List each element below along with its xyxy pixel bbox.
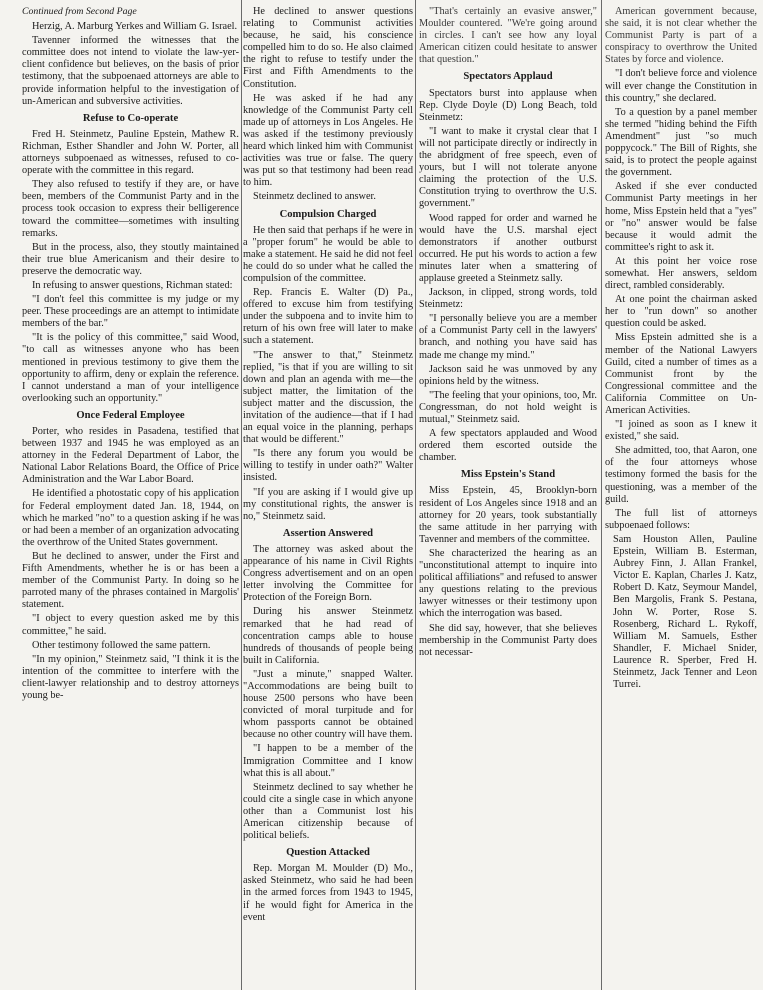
paragraph: "That's certainly an evasive answer," Moulder countered. "We're going around in circles. I can't see how any loyal American citizen could hesitate to answer that question."	[419, 6, 597, 66]
paragraph: During his answer Steinmetz remarked that he had read of concentration camps able to house hundreds of thousands of people being built in California.	[243, 606, 413, 666]
paragraph: "In my opinion," Steinmetz said, "I think it is the intention of the committee to interfere with the client-lawyer relationship and to destroy attorneys young be-	[22, 653, 239, 701]
article-column-1	[22, 6, 239, 990]
paragraph: Wood rapped for order and warned he would have the U.S. marshal eject demonstrators if another outburst occurred. He put his words to action a few minutes later when a smattering of applause greeted a Steinmetz sally.	[419, 212, 597, 284]
paragraph: A few spectators applauded and Wood ordered them escorted outside the chamber.	[419, 428, 597, 464]
paragraph: "I personally believe you are a member of a Communist Party cell in the lawyers' branch, and nothing you have said has made me change my mind."	[419, 313, 597, 361]
paragraph: "I don't feel this committee is my judge or my peer. These proceedings are an attempt to intimidate members of the bar."	[22, 294, 239, 330]
column-rule	[601, 0, 602, 990]
paragraph: Miss Epstein, 45, Brooklyn-born resident of Los Angeles since 1918 and an attorney for 20 years, took substantially the same attitude in her parrying with Tavenner and members of the committee.	[419, 485, 597, 545]
paragraph: He declined to answer questions relating to Communist activities because, he said, his conscience compelled him to do so. He also claimed the right to refuse to testify under the First and Fifth Amendments to the Constitution.	[243, 6, 413, 90]
paragraph: She admitted, too, that Aaron, one of the four attorneys whose testimony formed the basis for the questioning, was a member of the guild.	[605, 445, 757, 505]
subheading: Once Federal Employee	[76, 409, 185, 421]
paragraph: To a question by a panel member she termed "hiding behind the Fifth Amendment" just "so much poppycock." The Bill of Rights, she said, is to protect the people against the government.	[605, 106, 757, 179]
paragraph: At one point the chairman asked her to "run down" so another question could be asked.	[605, 294, 757, 330]
paragraph: He was asked if he had any knowledge of the Communist Party cell made up of attorneys in Los Angeles. He was asked if the testimony previously heard which linked him with Communist activities was true or false. The query was put so that testimony had been read to him.	[243, 92, 413, 189]
paragraph: He then said that perhaps if he were in a "proper forum" he would be able to make a statement. He said he did not feel he could do so under what he called the compulsion of the committee.	[243, 224, 413, 284]
subheading: Miss Epstein's Stand	[460, 469, 556, 481]
paragraph: Fred H. Steinmetz, Pauline Epstein, Mathew R. Richman, Esther Shandler and John W. Porter, all attorneys subpoenaed as witnesses, refused to co-operate with the committee in this regard.	[22, 128, 239, 177]
subheading: Refuse to Co-operate	[82, 112, 179, 124]
paragraph: The attorney was asked about the appearance of his name in Civil Rights Congress advertisement and on an open letter involving the Committee for Protection of the Foreign Born.	[243, 543, 413, 604]
paragraph: Porter, who resides in Pasadena, testified that between 1937 and 1945 he was employed as an attorney in the Federal Department of Labor, the National Labor Relations Board, the Office of Price Administration and the War Labor Board.	[22, 426, 239, 486]
paragraph: She characterized the hearing as an "unconstitutional attempt to inquire into political affiliations" and refused to answer any questions relating to the previous lawyer witnesses or their testimony upon which the interrogation was based.	[419, 547, 597, 620]
paragraph: But he declined to answer, under the First and Fifth Amendments, whether he is or has been a member of the Communist Party. In doing so he parroted many of the phrases contained in Margolis' statement.	[22, 550, 239, 611]
attorney-list: Sam Houston Allen, Pauline Epstein, William B. Esterman, Aubrey Finn, J. Allan Frankel, Victor E. Kaplan, Charles J. Katz, Robert D. Katz, Seymour Mandel, Ben Margolis, Frank S. Pestana, John W. Porter, Rose S. Rosenberg, Richard L. Rykoff, William M. Samuels, Esther Shandler, F. Michael Snider, Laurence R. Sperber, Fred H. Steinmetz, Jack Tenner and Leon Turrei.	[613, 533, 757, 691]
article-column-2	[243, 6, 413, 990]
column-rule	[241, 0, 242, 990]
paragraph: "Is there any forum you would be willing to testify in under oath?" Walter insisted.	[243, 448, 413, 484]
paragraph: "I object to every question asked me by this committee," he said.	[22, 613, 239, 637]
paragraph: Steinmetz declined to answer.	[253, 191, 376, 203]
paragraph: Rep. Francis E. Walter (D) Pa., offered to excuse him from testifying under the subpoena and to invite him to return of his own free will later to make such a statement.	[243, 287, 413, 347]
paragraph: But in the process, also, they stoutly maintained their true blue Americanism and their desire to preserve the democratic way.	[22, 241, 239, 277]
column-rule	[415, 0, 416, 990]
paragraph: "The answer to that," Steinmetz replied, "is that if you are willing to sit down and plan an agenda with me—the subject matter, the limitation of the subject matter and the discussion, the invitation of the audience—that if I had an equal voice in the planning, perhaps that would be different."	[243, 349, 413, 446]
paragraph: "I want to make it crystal clear that I will not participate directly or indirectly in the abridgment of free speech, even of yours, but I will not tolerate anyone claiming the protection of the U.S. Constitution trying to overthrow the U.S. government."	[419, 125, 597, 210]
paragraph: Other testimony followed the same pattern.	[32, 639, 211, 651]
paragraph: "I joined as soon as I knew it existed," she said.	[605, 419, 757, 443]
paragraph: Steinmetz declined to say whether he could cite a single case in which anyone other than a Communist lost his American citizenship because of political beliefs.	[243, 781, 413, 842]
paragraph: "Just a minute," snapped Walter. "Accommodations are being built to house 2500 persons who have been convicted of moral turpitude and for whom passports cannot be obtained because no other country will have them.	[243, 668, 413, 741]
continuation-line: Continued from Second Page	[22, 6, 137, 17]
paragraph: At this point her voice rose somewhat. Her answers, seldom direct, rambled considerably.	[605, 255, 757, 292]
subheading: Assertion Answered	[282, 527, 374, 539]
paragraph: "It is the policy of this committee," said Wood, "to call as witnesses anyone who has been mentioned in previous testimony to give them the opportunity to affirm, deny or explain the reference. I cannot understand a man of your intelligence overlooking such an opportunity."	[22, 332, 239, 404]
paragraph: "If you are asking if I would give up my constitutional rights, the answer is no," Steinmetz said.	[243, 486, 413, 522]
paragraph: She did say, however, that she believes membership in the Communist Party does not necessar-	[419, 622, 597, 658]
paragraph: American government because, she said, it is not clear whether the Communist Party is part of a conspiracy to overthrow the United States by force and violence.	[605, 6, 757, 66]
paragraph: Jackson, in clipped, strong words, told Steinmetz:	[419, 287, 597, 311]
paragraph: Jackson said he was unmoved by any opinions held by the witness.	[419, 363, 597, 387]
article-column-4	[605, 6, 757, 990]
paragraph: Spectators burst into applause when Rep. Clyde Doyle (D) Long Beach, told Steinmetz:	[419, 87, 597, 123]
paragraph: "I happen to be a member of the Immigration Committee and I know what this is all about."	[243, 743, 413, 779]
paragraph: Miss Epstein admitted she is a member of the National Lawyers Guild, cited a number of times as a Communist front by the Congressional committee and the California Committee on Un-American Activities.	[605, 332, 757, 416]
article-column-3	[419, 6, 597, 990]
paragraph: "The feeling that your opinions, too, Mr. Congressman, do not hold weight is mutual," Steinmetz said.	[419, 389, 597, 425]
paragraph: The full list of attorneys subpoenaed follows:	[605, 507, 757, 531]
paragraph: Tavenner informed the witnesses that the committee does not intend to violate the law-yer-client confidence but believes, on the basis of prior testimony, that the subpoenaed attorneys are able to provide information helpful to the investigation of un-American and subversive activities.	[22, 35, 239, 107]
paragraph: Herzig, A. Marburg Yerkes and William G. Israel.	[32, 21, 238, 33]
paragraph: He identified a photostatic copy of his application for Federal employment dated Jan. 18, 1944, on which he marked "no" to a question asking if he was or had been a member of an organization advocating the overthrow of the United States government.	[22, 488, 239, 548]
subheading: Spectators Applaud	[463, 71, 553, 83]
paragraph: Rep. Morgan M. Moulder (D) Mo., asked Steinmetz, who said he had been in the armed forces from 1943 to 1945, if he would fight for America in the event	[243, 863, 413, 923]
subheading: Question Attacked	[286, 847, 370, 859]
paragraph: In refusing to answer questions, Richman stated:	[32, 279, 233, 291]
subheading: Compulsion Charged	[279, 208, 377, 220]
paragraph: "I don't believe force and violence will ever change the Constitution in this country," she declared.	[605, 68, 757, 104]
paragraph: They also refused to testify if they are, or have been, members of the Communist Party and in the process took occasion to express their belligerence toward the committee—sometimes with insulting remarks.	[22, 179, 239, 239]
paragraph: Asked if she ever conducted Communist Party meetings in her home, Miss Epstein held that a "yes" or "no" answer would be false because it would admit the committee's right to ask it.	[605, 181, 757, 253]
